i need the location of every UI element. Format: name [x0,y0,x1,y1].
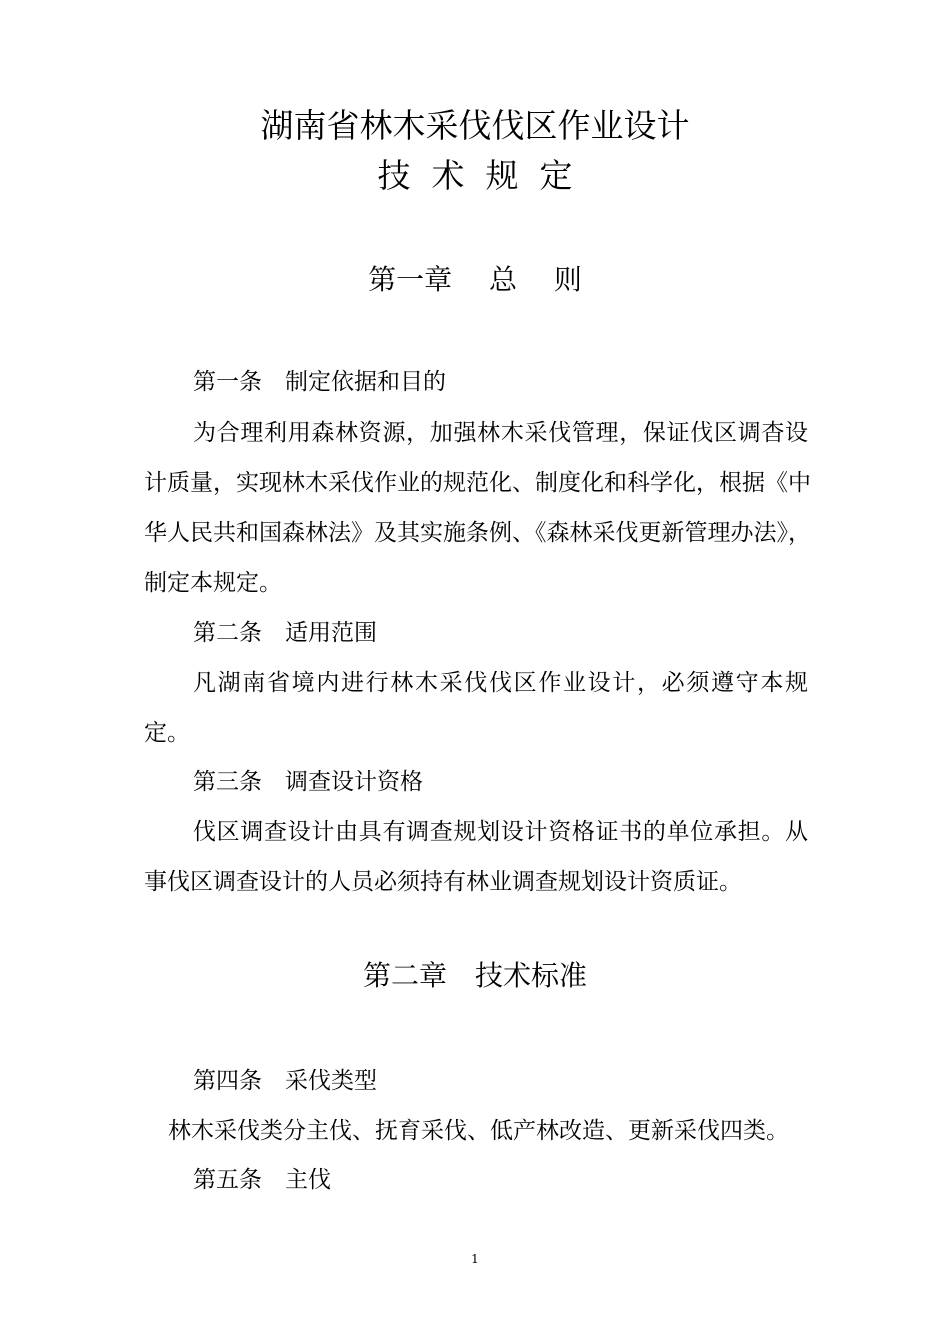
article-3-line-1: 伐区调查设计由具有调查规划设计资格证书的单位承担。从 [193,819,808,845]
article-2-line-2: 定。 [144,720,190,746]
page-number: 1 [471,1252,479,1266]
chapter-1-heading: 第一章 总 则 [368,263,582,296]
article-1-heading: 第一条 制定依据和目的 [193,369,446,395]
chapter-2-heading: 第二章 技术标准 [362,959,587,992]
document-title: 湖南省林木采伐伐区作业设计 [260,106,690,145]
article-2-line-1: 凡湖南省境内进行林木采伐伐区作业设计，必须遵守本规 [193,670,808,696]
article-4-line-1: 林木采伐类分主伐、抚育采伐、低产林改造、更新采伐四类。 [168,1118,789,1144]
article-4-heading: 第四条 采伐类型 [193,1068,377,1094]
article-1-line-2: 计质量，实现林木采伐作业的规范化、制度化和科学化，根据《中 [144,470,811,496]
article-5-heading: 第五条 主伐 [193,1167,331,1193]
article-3-heading: 第三条 调查设计资格 [193,769,423,795]
article-3-line-2: 事伐区调查设计的人员必须持有林业调查规划设计资质证。 [144,869,742,895]
article-2-heading: 第二条 适用范围 [193,620,377,646]
article-1-line-4: 制定本规定。 [144,570,282,596]
article-1-line-3: 华人民共和国森林法》及其实施条例、《森林采伐更新管理办法》， [144,520,811,546]
article-1-line-1: 为合理利用森林资源，加强林木采伐管理，保证伐区调杳设 [193,420,808,446]
document-subtitle: 技术规定 [377,156,594,195]
